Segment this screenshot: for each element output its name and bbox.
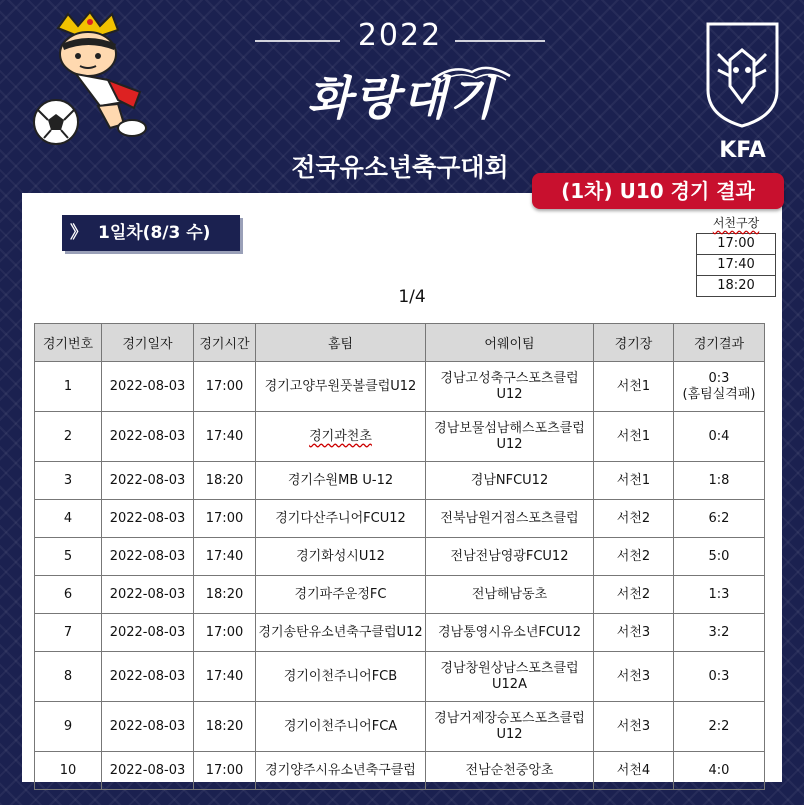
cell-away: 경남창원상남스포츠클럽U12A bbox=[426, 652, 594, 702]
results-card bbox=[22, 193, 782, 782]
cell-result: 1:8 bbox=[674, 462, 765, 500]
table-row bbox=[35, 752, 765, 790]
cell-result: 4:0 bbox=[674, 752, 765, 790]
cell-away: 경남통영시유소년FCU12 bbox=[426, 614, 594, 652]
cell-away: 전남순천중앙초 bbox=[426, 752, 594, 790]
venue-time-table bbox=[696, 215, 776, 297]
cell-result: 0:3 bbox=[674, 652, 765, 702]
table-row bbox=[35, 702, 765, 752]
column-header-venue: 경기장 bbox=[594, 324, 674, 362]
event-logo-text: 화랑대기 bbox=[307, 71, 497, 125]
venue-name: 서천구장 bbox=[712, 216, 760, 230]
cell-no: 5 bbox=[35, 538, 102, 576]
venue-time: 18:20 bbox=[696, 276, 776, 297]
table-row bbox=[35, 462, 765, 500]
cell-result: 3:2 bbox=[674, 614, 765, 652]
cell-time: 17:40 bbox=[194, 538, 256, 576]
cell-date: 2022-08-03 bbox=[102, 412, 194, 462]
cell-venue: 서천2 bbox=[594, 538, 674, 576]
results-table bbox=[34, 323, 765, 790]
event-logo bbox=[282, 58, 522, 128]
cell-date: 2022-08-03 bbox=[102, 702, 194, 752]
cell-result: 1:3 bbox=[674, 576, 765, 614]
cell-time: 17:00 bbox=[194, 752, 256, 790]
cell-no: 3 bbox=[35, 462, 102, 500]
column-header-away: 어웨이팀 bbox=[426, 324, 594, 362]
event-year: 2022 bbox=[357, 18, 443, 53]
cell-home: 경기다산주니어FCU12 bbox=[256, 500, 426, 538]
cell-away: 전남전남영광FCU12 bbox=[426, 538, 594, 576]
column-header-match-no: 경기번호 bbox=[35, 324, 102, 362]
cell-no: 2 bbox=[35, 412, 102, 462]
cell-date: 2022-08-03 bbox=[102, 752, 194, 790]
cell-away: 경남고성축구스포츠클럽U12 bbox=[426, 362, 594, 412]
cell-home: 경기수원MB U-12 bbox=[256, 462, 426, 500]
cell-venue: 서천3 bbox=[594, 702, 674, 752]
tiger-shield-icon bbox=[700, 20, 785, 130]
cell-time: 17:00 bbox=[194, 362, 256, 412]
cell-venue: 서천3 bbox=[594, 652, 674, 702]
cell-away: 경남보물섬남해스포츠클럽U12 bbox=[426, 412, 594, 462]
cell-venue: 서천4 bbox=[594, 752, 674, 790]
cell-venue: 서천2 bbox=[594, 576, 674, 614]
table-row bbox=[35, 538, 765, 576]
mascot-illustration bbox=[28, 10, 158, 150]
cell-no: 6 bbox=[35, 576, 102, 614]
cell-result: 0:4 bbox=[674, 412, 765, 462]
cell-no: 1 bbox=[35, 362, 102, 412]
page-indicator: 1/4 bbox=[398, 287, 426, 307]
column-header-home: 홈팀 bbox=[256, 324, 426, 362]
venue-time: 17:40 bbox=[696, 255, 776, 276]
cell-date: 2022-08-03 bbox=[102, 614, 194, 652]
result-title-badge: (1차) U10 경기 결과 bbox=[532, 173, 784, 209]
cell-away: 전북남원거점스포츠클럽 bbox=[426, 500, 594, 538]
cell-home: 경기이천주니어FCA bbox=[256, 702, 426, 752]
cell-no: 10 bbox=[35, 752, 102, 790]
cell-home: 경기파주운정FC bbox=[256, 576, 426, 614]
cell-result: 0:3 (홈팀실격패) bbox=[674, 362, 765, 412]
match-day-badge bbox=[62, 215, 240, 251]
cell-time: 17:00 bbox=[194, 614, 256, 652]
venue-time: 17:00 bbox=[696, 233, 776, 255]
cell-result: 2:2 bbox=[674, 702, 765, 752]
year-divider-right bbox=[455, 40, 545, 42]
cell-date: 2022-08-03 bbox=[102, 652, 194, 702]
cell-away: 경남NFCU12 bbox=[426, 462, 594, 500]
cell-home: 경기송탄유소년축구클럽U12 bbox=[256, 614, 426, 652]
cell-date: 2022-08-03 bbox=[102, 462, 194, 500]
cell-home: 경기양주시유소년축구클럽 bbox=[256, 752, 426, 790]
table-row bbox=[35, 652, 765, 702]
table-row bbox=[35, 500, 765, 538]
cell-time: 17:00 bbox=[194, 500, 256, 538]
column-header-time: 경기시간 bbox=[194, 324, 256, 362]
cell-venue: 서천1 bbox=[594, 412, 674, 462]
cell-date: 2022-08-03 bbox=[102, 362, 194, 412]
kfa-label: KFA bbox=[719, 138, 766, 163]
cell-home: 경기이천주니어FCB bbox=[256, 652, 426, 702]
table-row bbox=[35, 412, 765, 462]
cell-time: 17:40 bbox=[194, 652, 256, 702]
cell-date: 2022-08-03 bbox=[102, 538, 194, 576]
cell-home: 경기과천초 bbox=[256, 412, 426, 462]
cell-time: 17:40 bbox=[194, 412, 256, 462]
column-header-result: 경기결과 bbox=[674, 324, 765, 362]
table-header-row bbox=[35, 324, 765, 362]
cell-venue: 서천3 bbox=[594, 614, 674, 652]
cell-time: 18:20 bbox=[194, 462, 256, 500]
cell-away: 전남해남동초 bbox=[426, 576, 594, 614]
match-day-label: 1일차(8/3 수) bbox=[98, 223, 211, 243]
cell-result: 5:0 bbox=[674, 538, 765, 576]
event-subtitle: 전국유소년축구대회 bbox=[291, 153, 509, 182]
cell-no: 9 bbox=[35, 702, 102, 752]
cell-away: 경남거제장승포스포츠클럽U12 bbox=[426, 702, 594, 752]
cell-time: 18:20 bbox=[194, 576, 256, 614]
column-header-date: 경기일자 bbox=[102, 324, 194, 362]
cell-no: 7 bbox=[35, 614, 102, 652]
table-row bbox=[35, 614, 765, 652]
cell-venue: 서천1 bbox=[594, 362, 674, 412]
cell-no: 8 bbox=[35, 652, 102, 702]
cell-venue: 서천2 bbox=[594, 500, 674, 538]
cell-date: 2022-08-03 bbox=[102, 500, 194, 538]
kfa-emblem bbox=[700, 20, 785, 163]
cell-venue: 서천1 bbox=[594, 462, 674, 500]
cell-home: 경기화성시U12 bbox=[256, 538, 426, 576]
cell-result: 6:2 bbox=[674, 500, 765, 538]
cell-no: 4 bbox=[35, 500, 102, 538]
double-chevron-icon: 》 bbox=[70, 223, 87, 243]
table-row bbox=[35, 362, 765, 412]
cell-date: 2022-08-03 bbox=[102, 576, 194, 614]
cell-time: 18:20 bbox=[194, 702, 256, 752]
cell-home: 경기고양무원풋볼클럽U12 bbox=[256, 362, 426, 412]
table-row bbox=[35, 576, 765, 614]
